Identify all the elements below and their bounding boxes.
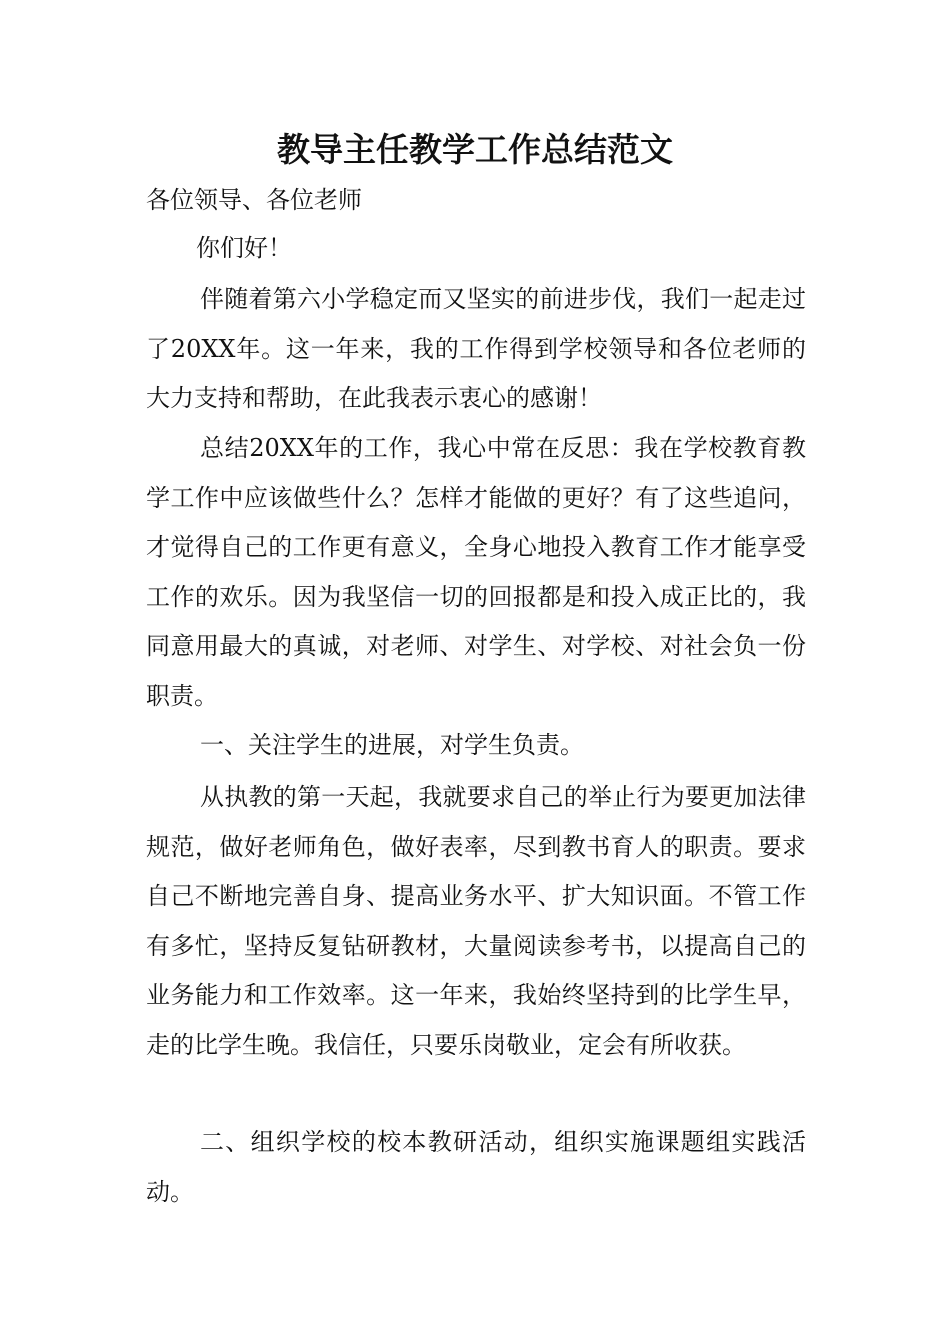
document-title: 教导主任教学工作总结范文 xyxy=(277,130,673,169)
section-heading-1: 一、关注学生的进展，对学生负责。 xyxy=(200,731,584,759)
paragraph-reflection: 总结20XX年的工作，我心中常在反思：我在学校教育教学工作中应该做些什么？怎样才能做的更好？有了这些追问，才觉得自己的工作更有意义，全身心地投入教育工作才能享受工作的欢乐。因为我坚信一切的回报都是和投入成正比的，我同意用最大的真诚，对老师、对学生、对学校、对社会负一份职责。 xyxy=(146,434,806,710)
salutation: 各位领导、各位老师 xyxy=(146,186,362,214)
greeting: 你们好！ xyxy=(196,234,292,262)
paragraph-section-1: 从执教的第一天起，我就要求自己的举止行为要更加法律规范，做好老师角色，做好表率，尽到教书育人的职责。要求自己不断地完善自身、提高业务水平、扩大知识面。不管工作有多忙，坚持反复钻研教材，大量阅读参考书，以提高自己的业务能力和工作效率。这一年来，我始终坚持到的比学生早，走的比学生晚。我信任，只要乐岗敬业，定会有所收获。 xyxy=(146,783,806,1059)
paragraph-intro: 伴随着第六小学稳定而又坚实的前进步伐，我们一起走过了20XX年。这一年来，我的工作得到学校领导和各位老师的大力支持和帮助，在此我表示衷心的感谢！ xyxy=(146,285,806,413)
section-heading-2: 二、组织学校的校本教研活动，组织实施课题组实践活动。 xyxy=(146,1128,806,1206)
